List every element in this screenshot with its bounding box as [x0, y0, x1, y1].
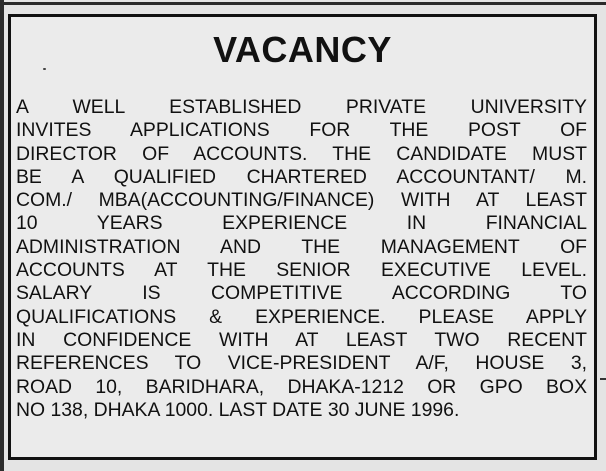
ad-body-line: ADMINISTRATION AND THE MANAGEMENT OF: [16, 235, 587, 258]
ad-body-text: [16, 96, 587, 422]
ad-body-line: DIRECTOR OF ACCOUNTS. THE CANDIDATE MUST: [16, 142, 587, 165]
ad-body-line: COM./ MBA(ACCOUNTING/FINANCE) WITH AT LEAST: [16, 189, 587, 212]
ad-title: VACANCY: [213, 29, 392, 70]
vacancy-advertisement: [8, 14, 597, 460]
ad-body-line: SALARY IS COMPETITIVE ACCORDING TO: [16, 282, 587, 305]
ad-body-line: ACCOUNTS AT THE SENIOR EXECUTIVE LEVEL.: [16, 259, 587, 282]
top-column-rule: [0, 2, 606, 5]
ad-body-line: QUALIFICATIONS & EXPERIENCE. PLEASE APPLY: [16, 305, 587, 328]
ad-body-line: A WELL ESTABLISHED PRIVATE UNIVERSITY: [16, 96, 587, 118]
ad-body-line: 10 YEARS EXPERIENCE IN FINANCIAL: [16, 212, 587, 235]
ad-body-line: ROAD 10, BARIDHARA, DHAKA-1212 OR GPO BOX: [16, 375, 587, 398]
ad-body-line: IN CONFIDENCE WITH AT LEAST TWO RECENT: [16, 328, 587, 351]
ad-body-line: BE A QUALIFIED CHARTERED ACCOUNTANT/ M.: [16, 165, 587, 188]
right-edge-mark: [600, 378, 606, 380]
ad-body-line: NO 138, DHAKA 1000. LAST DATE 30 JUNE 1996.: [16, 398, 460, 421]
left-column-rule: [0, 0, 4, 471]
ad-body-line: INVITES APPLICATIONS FOR THE POST OF: [16, 119, 587, 142]
ad-body-line: REFERENCES TO VICE-PRESIDENT A/F, HOUSE 3,: [16, 352, 587, 375]
